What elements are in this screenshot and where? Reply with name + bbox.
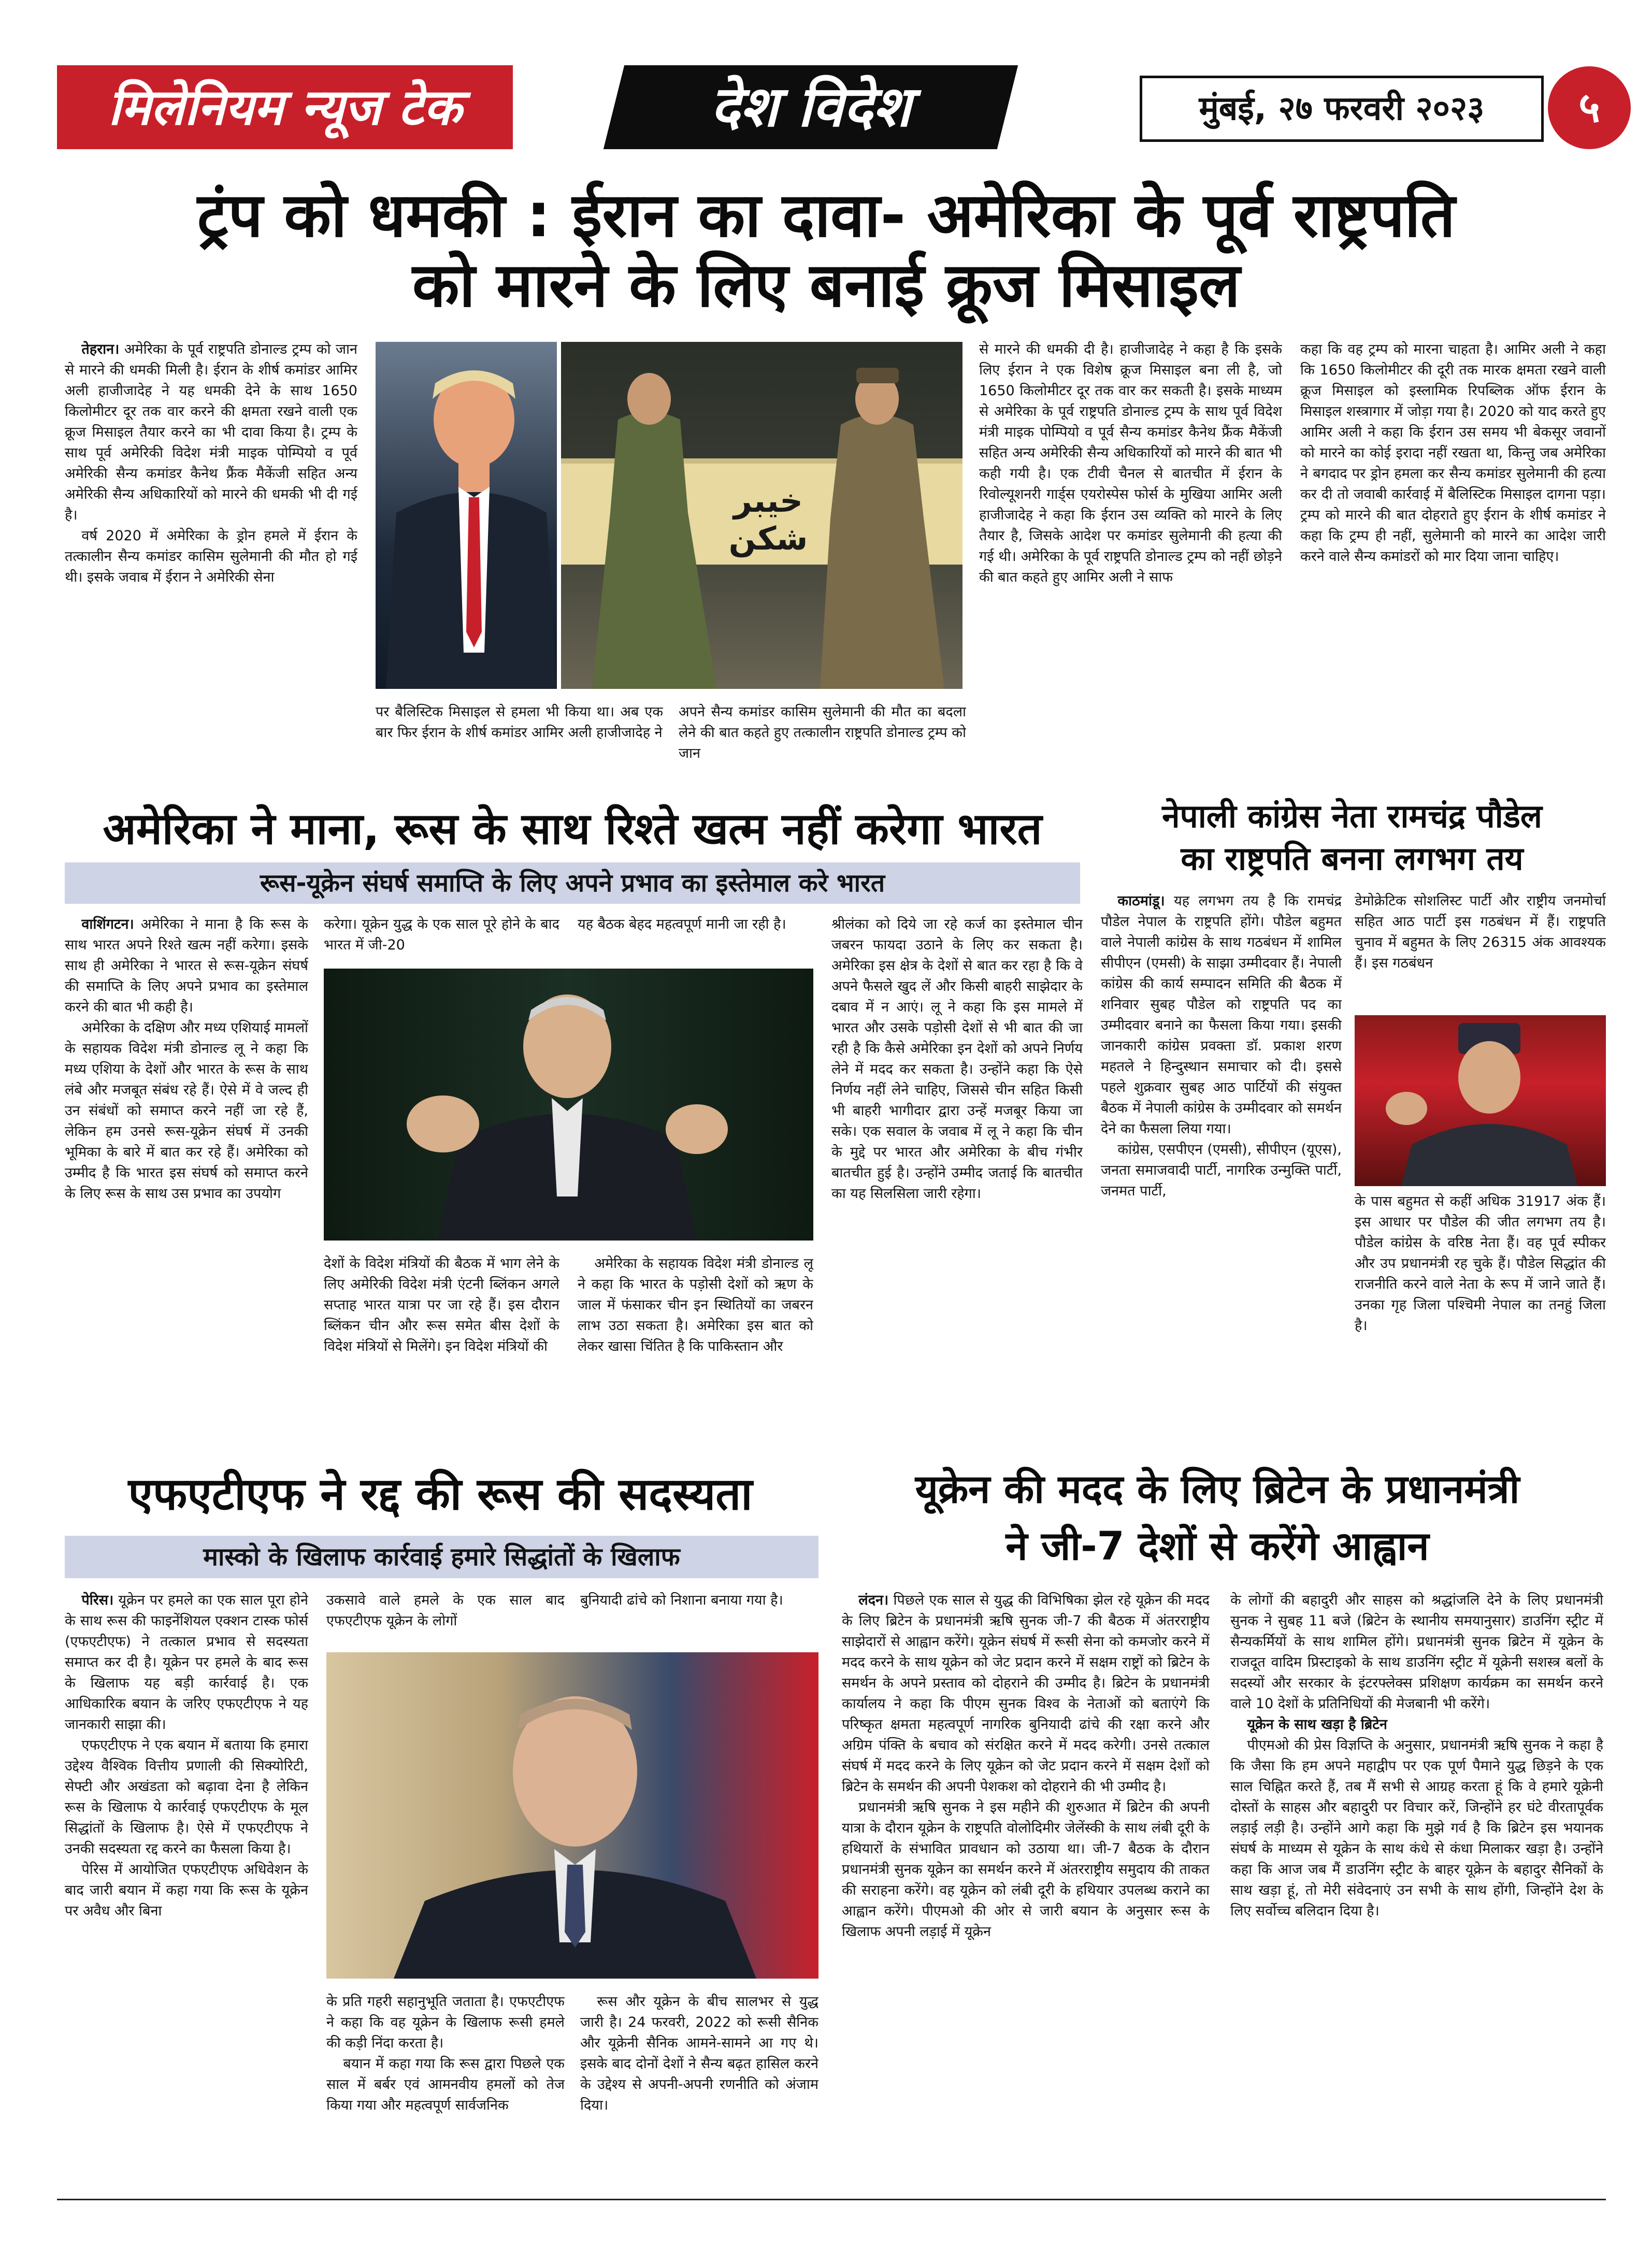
story1-headline-line2: को मारने के लिए बनाई क्रूज मिसाइल xyxy=(412,249,1240,321)
story2-column-4: श्रीलंका को दिये जा रहे कर्ज का इस्तेमाल चीन जबरन फायदा उठाने के लिए कर सकता है।अमेरिका इस क्षेत्र के देशों से बात कर रहा है कि वे अपने फैसले खुद लें और किसी बाहरी साझेदार के दबाव में न आएं। लू ने कहा कि इस मामले में भारत और उसके पड़ोसी देशों से भी बात की जा रही है कि कैसे अमेरिका इन देशों को अपने निर्णय लेने में मदद कर सकता है। उन्होंने कहा कि ऐसे निर्णय नहीं लेने चाहिए, जिससे चीन सहित किसी भी बाहरी भागीदार द्वारा उन्हें मजबूर किया जा सके। एक सवाल के जवाब में लू ने कहा कि चीन के मुद्दे पर भारत और अमेरिका के बीच गंभीर बातचीत हुई है। उन्होंने उम्मीद जताई कि बातचीत का यह सिलसिला जारी रहेगा। xyxy=(831,916,1083,1202)
section-title: देश विदेश xyxy=(710,75,911,139)
story2-column-1: वाशिंगटन। अमेरिका ने माना है कि रूस के साथ भारत अपने रिश्ते खत्म नहीं करेगा। इसके साथ ही अमेरिका ने भारत से रूस-यूक्रेन संघर्ष की समाप्ति के लिए अपने प्रभाव का इस्तेमाल करने की बात भी कही है। अमेरिका के दक्षिण और मध्य एशियाई मामलों के सहायक विदेश मंत्री डोनाल्ड लू ने कहा कि मध्य एशिया के देशों और भारत के रूस के साथ लंबे और मजबूत संबंध रहे हैं। ऐसे में वे जल्द ही उन संबंधों को समाप्त करने नहीं जा रहे हैं, लेकिन हम उनसे रूस-यूक्रेन संघर्ष में उनकी भूमिका के बारे में बात कर रहे हैं। अमेरिका को उम्मीद है कि भारत इस संघर्ष को समाप्त करने के लिए रूस के साथ उस प्रभाव का उपयोग xyxy=(65,916,308,1202)
story2-subhead: रूस-यूक्रेन संघर्ष समाप्ति के लिए अपने प्रभाव का इस्तेमाल करे भारत xyxy=(65,862,1080,904)
story5-column-1: लंदन। पिछले एक साल से युद्ध की विभिषिका झेल रहे यूक्रेन की मदद के लिए ब्रिटेन के प्रधानमंत्री ऋषि सुनक जी-7 की बैठक में अंतरराष्ट्रीय साझेदारों से आह्वान करेंगे। यूक्रेन संघर्ष में रूसी सेना को कमजोर करने में मदद करने के साथ यूक्रेन को जेट प्रदान करने में सक्षम राष्ट्रों को ब्रिटेन के समर्थन के अपने प्रस्ताव को दोहराने की उम्मीद है। ब्रिटेन के प्रधानमंत्री कार्यालय ने कहा कि पीएम सुनक विश्व के नेताओं को बताएंगे कि परिष्कृत क्षमता महत्वपूर्ण नागरिक बुनियादी ढांचे की रक्षा करने और अग्रिम पंक्ति के बचाव को संरक्षित करने में मदद करेगी। उनसे तत्काल संघर्ष में मदद करने के लिए यूक्रेन को जेट प्रदान करने में सक्षम देशों को ब्रिटेन के समर्थन की अपनी पेशकश को दोहराने की भी उम्मीद है। प्रधानमंत्री ऋषि सुनक ने इस महीने की शुरुआत में ब्रिटेन की अपनी यात्रा के दौरान यूक्रेन के राष्ट्रपति वोलोदिमीर जेलेंस्की के साथ लंबी दूरी के हथियारों के संभावित प्रावधान को उठाया था। जी-7 बैठक के दौरान प्रधानमंत्री सुनक यूक्रेन का समर्थन करने में अंतरराष्ट्रीय समुदाय की ताकत की सराहना करेंगे। वह यूक्रेन को लंबी दूरी के हथियार उपलब्ध कराने का आह्वान करेंगे। पीएमओ की ओर से जारी बयान के अनुसार रूस के खिलाफ अपनी लड़ाई में यूक्रेन xyxy=(842,1592,1210,1940)
story3-column-2-top: डेमोक्रेटिक सोशलिस्ट पार्टी और राष्ट्रीय जनमोर्चा सहित आठ पार्टी इस गठबंधन में हैं। राष्ट्रपति चुनाव में बहुमत के लिए 26315 अंक आवश्यक हैं। इस गठबंधन xyxy=(1355,893,1606,971)
donald-lu-photo xyxy=(324,969,813,1241)
story5-column-2: के लोगों की बहादुरी और साहस को श्रद्धांजलि देने के लिए प्रधानमंत्री सुनक ने सुबह 11 बजे (ब्रिटेन के स्थानीय समयानुसार) डाउनिंग स्ट्रीट में सैन्यकर्मियों के साथ शामिल होंगे। प्रधानमंत्री सुनक ब्रिटेन में यूक्रेन के राजदूत वादिम प्रिस्टाइको के साथ डाउनिंग स्ट्रीट में यूक्रेनी सशस्त्र बलों के सदस्यों और सरकार के इंटरफ्लेक्स प्रशिक्षण कार्यक्रम का समर्थन करने वाले 10 देशों के प्रतिनिधियों की मेजबानी भी करेंगे। यूक्रेन के साथ खड़ा है ब्रिटेन पीएमओ की प्रेस विज्ञप्ति के अनुसार, प्रधानमंत्री ऋषि सुनक ने कहा है कि जैसा कि हम अपने महाद्वीप पर एक पूर्ण पैमाने युद्ध छिड़ने के एक साल चिह्नित करते हैं, तब मैं सभी से आग्रह करता हूं कि वे हमारे यूक्रेनी दोस्तों के साहस और बहादुरी पर विचार करें, जिन्होंने हर घंटे वीरतापूर्वक लड़ाई लड़ी है। उन्होंने आगे कहा कि मुझे गर्व है कि ब्रिटेन इस भयानक संघर्ष के माध्यम से यूक्रेन के साथ कंधे से कंधा मिलाकर खड़ा है। उन्होंने कहा कि आज जब मैं डाउनिंग स्ट्रीट के बाहर यूक्रेन के बहादुर सैनिकों के साथ खड़ा हूं, तो मेरी संवेदनाएं उन सभी के साथ होंगी, जिन्होंने देश के लिए सर्वोच्च बलिदान दिया है। xyxy=(1230,1592,1603,1919)
putin-photo xyxy=(326,1652,818,1979)
story1-headline-line1: ट्रंप को धमकी : ईरान का दावा- अमेरिका के पूर्व राष्ट्रपति xyxy=(197,179,1456,251)
paper-name-block xyxy=(57,65,513,149)
story5-headline-line1: यूक्रेन की मदद के लिए ब्रिटेन के प्रधानमंत्री xyxy=(915,1466,1520,1512)
story2-column-3-bottom: अमेरिका के सहायक विदेश मंत्री डोनाल्ड लू ने कहा कि भारत के पड़ोसी देशों को ऋण के जाल में फंसाकर चीन इन स्थितियों का जबरन लाभ उठा सकता है। अमेरिका इस बात को लेकर खासा चिंतित है कि पाकिस्तान और xyxy=(578,1256,813,1354)
story4-headline: एफएटीएफ ने रद्द की रूस की सदस्यता xyxy=(128,1468,753,1520)
story4-column-3-bottom: रूस और यूक्रेन के बीच सालभर से युद्ध जारी है। 24 फरवरी, 2022 को रूसी सैनिक और यूक्रेनी सैनिक आमने-सामने आ गए थे। इसके बाद दोनों देशों ने सैन्य बढ़त हासिल करने के उद्देश्य से अपनी-अपनी रणनीति को अंजाम दिया। xyxy=(580,1994,818,2113)
story4-column-2-bottom: के प्रति गहरी सहानुभूति जताता है। एफएटीएफ ने कहा कि वह यूक्रेन के खिलाफ रूसी हमले की कड़ी निंदा करता है। बयान में कहा गया कि रूस द्वारा पिछले एक साल में बर्बर एवं आमनवीय हमलों को तेज किया गया और महत्वपूर्ण सार्वजनिक xyxy=(326,1994,565,2113)
paudel-photo xyxy=(1355,1015,1606,1186)
iran-commanders-photo xyxy=(561,342,963,689)
story1-dateline: तेहरान। xyxy=(81,341,120,357)
story4-column-3-top: बुनियादी ढांचे को निशाना बनाया गया है। xyxy=(580,1592,783,1608)
paper-name: मिलेनियम न्यूज टेक xyxy=(108,78,462,136)
story3-column-1: काठमांडू। यह लगभग तय है कि रामचंद्र पौडेल नेपाल के राष्ट्रपति होंगे। पौडेल बहुमत वाले नेपाली कांग्रेस के साथ गठबंधन में शामिल सीपीएन (एमसी) के साझा उम्मीदवार हैं। नेपाली कांग्रेस की कार्य सम्पादन समिति की बैठक में शनिवार सुबह पौडेल को राष्ट्रपति पद का उम्मीदवार बनाने का फैसला किया गया। इसकी जानकारी कांग्रेस प्रवक्ता डॉ. प्रकाश शरण महतले ने हिन्दुस्थान समाचार को दी। इससे पहले शुक्रवार सुबह आठ पार्टियों की संयुक्त बैठक में नेपाली कांग्रेस के उम्मीदवार को समर्थन देने का फैसला लिया गया। कांग्रेस, एसपीएन (एमसी), सीपीएन (यूएस), जनता समाजवादी पार्टी, नागरिक उन्मुक्ति पार्टी, जनमत पार्टी, xyxy=(1101,893,1342,1199)
story3-headline-line1: नेपाली कांग्रेस नेता रामचंद्र पौडेल xyxy=(1162,797,1542,835)
paudel-figure xyxy=(1355,1015,1606,1186)
missile-inscription: خیبر شکن xyxy=(728,482,808,557)
story2-dateline: वाशिंगटन। xyxy=(81,916,134,932)
story5-inline-subhead: यूक्रेन के साथ खड़ा है ब्रिटेन xyxy=(1247,1717,1387,1733)
story1-column-4: से मारने की धमकी दी है। हाजीजादेह ने कहा है कि इसके लिए ईरान ने एक विशेष क्रूज मिसाइल बना ली है, जो 1650 किलोमीटर दूर तक वार कर सकती है। इसके माध्यम से अमेरिका के पूर्व राष्ट्रपति डोनाल्ड ट्रम्प के साथ पूर्व विदेश मंत्री माइक पोम्पियो व पूर्व सैन्य कमांडर कैनेथ फ्रैंक मैकेंजी सहित अन्य अमेरिकी सैन्य अधिकारियों को मारने की बात भी कही गयी है। एक टीवी चैनल से बातचीत में ईरान के रिवोल्यूशनरी गार्ड्स एयरोस्पेस फोर्स के मुखिया आमिर अली हाजीजादेह ने कहा कि ईरान उस व्यक्ति को मारने के लिए तैयार है, जिसके आदेश पर कमांडर सुलेमानी की हत्या की गई थी। अमेरिका के पूर्व राष्ट्रपति डोनाल्ड ट्रम्प को नहीं छोड़ने की बात कहते हुए आमिर अली ने साफ xyxy=(979,341,1282,585)
story1-column-2: पर बैलिस्टिक मिसाइल से हमला भी किया था। अब एक बार फिर ईरान के शीर्ष कमांडर आमिर अली हाजीजादेह ने xyxy=(376,704,663,741)
story4-dateline: पेरिस। xyxy=(81,1592,114,1608)
story1-column-3: अपने सैन्य कमांडर कासिम सुलेमानी की मौत का बदला लेने की बात कहते हुए तत्कालीन राष्ट्रपति डोनाल्ड ट्रम्प को जान xyxy=(679,704,966,761)
page-number-badge xyxy=(1548,66,1631,149)
issue-date: मुंबई, २७ फरवरी २०२३ xyxy=(1199,90,1485,128)
dateline-box xyxy=(1140,76,1544,142)
story3-headline-line2: का राष्ट्रपति बनना लगभग तय xyxy=(1181,840,1524,877)
speaker-figure xyxy=(324,969,813,1241)
story1-column-1: तेहरान। अमेरिका के पूर्व राष्ट्रपति डोनाल्ड ट्रम्प को जान से मारने की धमकी मिली है। ईरान के शीर्ष कमांडर आमिर अली हाजीजादेह ने यह धमकी देने के साथ 1650 किलोमीटर दूर तक वार करने की क्षमता रखने वाली एक क्रूज मिसाइल तैयार करने का भी दावा किया है। ट्रम्प के साथ पूर्व अमेरिकी विदेश मंत्री माइक पोम्पियो व पूर्व अमेरिकी सैन्य कमांडर कैनेथ फ्रैंक मैकेंजी सहित अन्य अमेरिकी सैन्य अधिकारियों को मारने की धमकी भी दी गई है। वर्ष 2020 में अमेरिका के ड्रोन हमले में ईरान के तत्कालीन सैन्य कमांडर कासिम सुलेमानी की मौत हो गई थी। इसके जवाब में ईरान ने अमेरिकी सेना xyxy=(65,341,357,585)
masthead xyxy=(57,61,1601,152)
trump-figure xyxy=(376,342,557,689)
story2-column-2-top: करेगा। यूक्रेन युद्ध के एक साल पूरे होने के बाद भारत में जी-20 xyxy=(324,916,559,953)
putin-figure xyxy=(326,1652,818,1979)
page-number: ५ xyxy=(1578,83,1600,132)
story1-column-5: कहा कि वह ट्रम्प को मारना चाहता है। आमिर अली ने कहा कि 1650 किलोमीटर की दूरी तक मारक क्षमता रखने वाली क्रूज मिसाइल को इस्लामिक रिपब्लिक ऑफ ईरान के मिसाइल शस्त्रागार में जोड़ा गया है। 2020 को याद करते हुए आमिर अली ने कहा कि ईरान उस समय भी बेकसूर जवानों को मारने का कोई इरादा नहीं रखता था, किन्तु जब अमेरिका ने बगदाद पर ड्रोन हमला कर सैन्य कमांडर सुलेमानी की हत्या कर दी तो जवाबी कार्रवाई में बैलिस्टिक मिसाइल दागना पड़ा। ट्रम्प को मारने की बात दोहराते हुए ईरान के शीर्ष कमांडर ने कहा कि ट्रम्प ही नहीं, सुलेमानी को मारने का आदेश जारी करने वाले सैन्य कमांडरों को मार दिया जाना चाहिए। xyxy=(1300,341,1606,565)
story4-column-1: पेरिस। यूक्रेन पर हमले का एक साल पूरा होने के साथ रूस की फाइनेंशियल एक्शन टास्क फोर्स (एफएटीएफ) ने तत्काल प्रभाव से सदस्यता समाप्त कर दी है। यूक्रेन पर हमले के बाद रूस के खिलाफ यह बड़ी कार्रवाई है। एक आधिकारिक बयान के जरिए एफएटीएफ ने यह जानकारी साझा की। एफएटीएफ ने एक बयान में बताया कि हमारा उद्देश्य वैश्विक वित्तीय प्रणाली की सिक्योरिटी, सेफ्टी और अखंडता को बढ़ावा देना है लेकिन रूस के खिलाफ ये कार्रवाई एफएटीएफ के मूल सिद्धांतों के खिलाफ है। ऐसे में एफएटीएफ ने उनकी सदस्यता रद्द करने का फैसला किया है। पेरिस में आयोजित एफएटीएफ अधिवेशन के बाद जारी बयान में कहा गया कि रूस के यूक्रेन पर अवैध और बिना xyxy=(65,1592,308,1919)
bottom-rule xyxy=(57,2199,1606,2200)
story2-column-3-top: यह बैठक बेहद महत्वपूर्ण मानी जा रही है। xyxy=(578,916,786,932)
trump-photo xyxy=(376,342,557,689)
story3-column-2-bottom: के पास बहुमत से कहीं अधिक 31917 अंक हैं। इस आधार पर पौडेल की जीत लगभग तय है। पौडेल कांग्रेस के वरिष्ठ नेता हैं। वह पूर्व स्पीकर और उप प्रधानमंत्री रह चुके हैं। पौडेल सिद्धांत की राजनीति करने वाले नेता के रूप में जाने जाते हैं। उनका गृह जिला पश्चिमी नेपाल का तनहुं जिला है। xyxy=(1355,1193,1606,1334)
story4-subhead: मास्को के खिलाफ कार्रवाई हमारे सिद्धांतों के खिलाफ xyxy=(65,1536,818,1578)
story5-dateline: लंदन। xyxy=(858,1592,889,1608)
story5-headline-line2: ने जी-7 देशों से करेंगे आह्वान xyxy=(1005,1523,1429,1569)
story4-column-2-top: उकसावे वाले हमले के एक साल बाद एफएटीएफ यूक्रेन के लोगों xyxy=(326,1592,565,1629)
story3-dateline: काठमांडू। xyxy=(1117,893,1165,909)
story2-column-2-bottom: देशों के विदेश मंत्रियों की बैठक में भाग लेने के लिए अमेरिकी विदेश मंत्री एंटनी ब्लिंकन अगले सप्ताह भारत यात्रा पर जा रहे हैं। इस दौरान ब्लिंकन चीन और रूस समेत बीस देशों के विदेश मंत्रियों से मिलेंगे। इन विदेश मंत्रियों की xyxy=(324,1256,559,1354)
story2-headline: अमेरिका ने माना, रूस के साथ रिश्ते खत्म नहीं करेगा भारत xyxy=(103,803,1042,854)
